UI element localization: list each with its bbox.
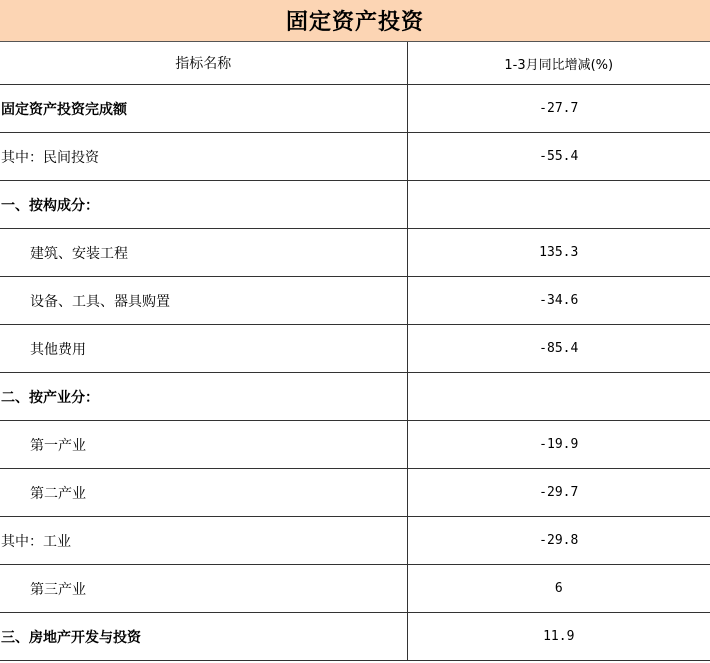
table-row [0, 85, 710, 133]
row-value-cell[interactable]: 6 [407, 565, 710, 613]
table-row [0, 517, 710, 565]
row-value-cell[interactable]: -29.7 [407, 469, 710, 517]
row-name-cell[interactable]: 一、按构成分： [0, 181, 407, 229]
row-name-cell[interactable]: 其中：民间投资 [0, 133, 407, 181]
row-name-cell[interactable]: 第二产业 [0, 469, 407, 517]
sheet-title: 固定资产投资 [0, 0, 710, 42]
table-row [0, 421, 710, 469]
row-name-cell[interactable]: 二、按产业分： [0, 373, 407, 421]
row-value-cell[interactable]: -19.9 [407, 421, 710, 469]
header-indicator-name[interactable]: 指标名称 [0, 42, 407, 85]
table-row [0, 469, 710, 517]
table-row [0, 181, 710, 229]
row-name-cell[interactable]: 第一产业 [0, 421, 407, 469]
row-name-cell[interactable]: 其中：工业 [0, 517, 407, 565]
row-name-cell[interactable]: 设备、工具、器具购置 [0, 277, 407, 325]
row-value-cell[interactable]: -85.4 [407, 325, 710, 373]
table-row [0, 325, 710, 373]
row-name-cell[interactable]: 固定资产投资完成额 [0, 85, 407, 133]
data-table [0, 42, 710, 661]
row-value-cell[interactable] [407, 373, 710, 421]
row-name-cell[interactable]: 三、房地产开发与投资 [0, 613, 407, 661]
row-value-cell[interactable]: 135.3 [407, 229, 710, 277]
row-value-cell[interactable]: -34.6 [407, 277, 710, 325]
table-row [0, 277, 710, 325]
table-row [0, 565, 710, 613]
table-row [0, 373, 710, 421]
table-row [0, 229, 710, 277]
row-name-cell[interactable]: 其他费用 [0, 325, 407, 373]
row-value-cell[interactable]: -29.8 [407, 517, 710, 565]
row-name-cell[interactable]: 建筑、安装工程 [0, 229, 407, 277]
header-yoy-change[interactable]: 1-3月同比增减(%) [407, 42, 710, 85]
row-value-cell[interactable]: -27.7 [407, 85, 710, 133]
row-value-cell[interactable] [407, 181, 710, 229]
table-row [0, 133, 710, 181]
table-row [0, 613, 710, 661]
row-value-cell[interactable]: 11.9 [407, 613, 710, 661]
row-name-cell[interactable]: 第三产业 [0, 565, 407, 613]
table-header-row [0, 42, 710, 85]
row-value-cell[interactable]: -55.4 [407, 133, 710, 181]
